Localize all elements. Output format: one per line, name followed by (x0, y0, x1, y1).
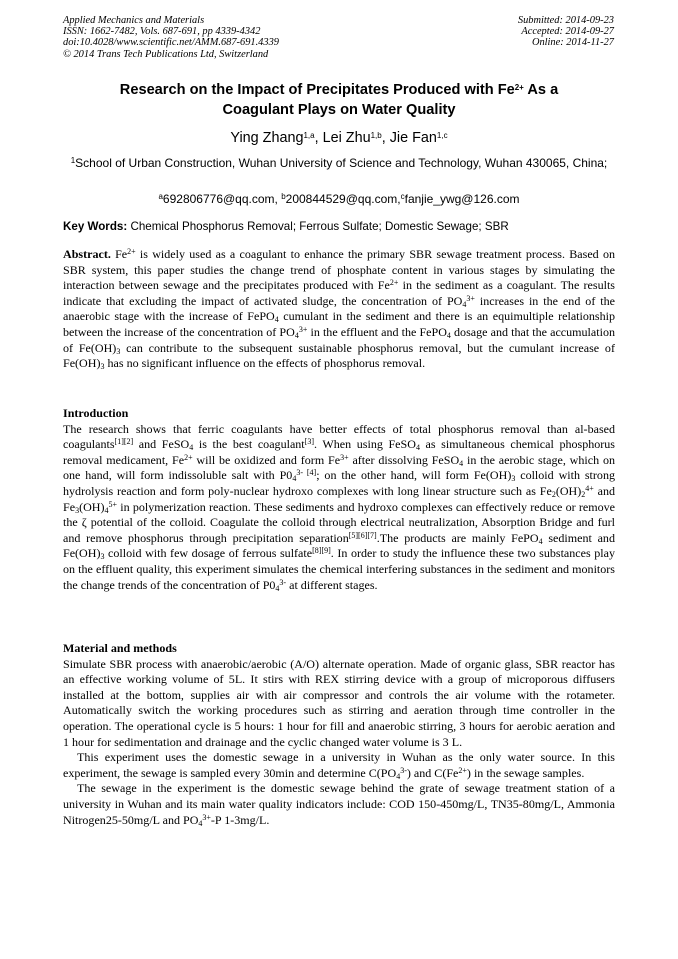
paper-title: Research on the Impact of Precipitates Produced with $Fe^{2+}$ As a Coagulant Plays on Water Quality (119, 82, 559, 118)
author-name: Ying Zhang (230, 130, 304, 146)
email-link[interactable]: 200844529@qq.com (285, 192, 398, 206)
submitted-date: Submitted: 2014-09-23 (517, 15, 614, 26)
author-name: Jie Fan (389, 130, 437, 146)
introduction-heading: Introduction (63, 406, 129, 420)
publication-dates (518, 15, 614, 49)
abstract: Abstract. $Fe^{2+}$ is widely used as a coagulant to enhance the primary SBR sewage treatment process. Based on SBR system, this paper studies the change trend of phosphate content in various stages by simulating the interaction between sewage and the precipitates produced with $Fe^{2+}$ in the sediment as a coagulant. The results indicate that excluding the impact of activated sludge, the concentration of $PO_4^{3+}$ increases in the end of the anaerobic stage with the increase of FePO$_4$ cumulant in the sediment and there is an equimultiple relationship between the increase of the concentration of $PO_4^{3+}$ in the effluent and the FePO$_4$ dosage and that the accumulation of $Fe(OH)_3$ can contribute to the subsequent sustainable phosphorus removal, but the cumulant increase of $Fe(OH)_3$ has no significant influence on the effects of phosphorus removal. (63, 247, 616, 372)
abstract-label: Abstract. (63, 247, 111, 261)
author-emails: $^a$692806776@qq.com, $^b$200844529@qq.com,$^c$fanjie_ywg@126.com (158, 192, 520, 206)
journal-info (63, 15, 279, 60)
affiliation: $^1$School of Urban Construction, Wuhan University of Science and Technology, Wuhan 430065, China; (70, 156, 608, 170)
author-list: Ying Zhang$^{1,a}$, Lei Zhu$^{1,b}$, Jie Fan$^{1,c}$ (230, 130, 448, 146)
issn-line: ISSN: 1662-7482, Vols. 687-691, pp 4339-4342 (63, 26, 261, 38)
doi-line: doi:10.4028/www.scientific.net/AMM.687-691.4339 (63, 37, 279, 49)
introduction-paragraph: The research shows that ferric coagulants have better effects of total phosphorus removal than al-based coagulants[1][2] and FeSO$_4$ is the best coagulant[3]. When using FeSO$_4$ as simultaneous chemical phosphorus removal medicament, $Fe^{2+}$ will be oxidized and form $Fe^{3+}$ after dissolving FeSO$_4$ in the aerobic stage, which on one hand, will form indissoluble salt with $P0_4^{3- [4]}$; on the other hand, will form $Fe(OH)_3$ colloid with strong hydrolysis reaction and form poly-nuclear hydroxo complexes with long linear structure such as $Fe_2(OH)_2^{4+}$ and $Fe_3(OH)_4^{5+}$ in polymerization reaction. These sediments and hydroxo complexes can effectively reduce or remove the ζ potential of the colloid. Coagulate the colloid through electrical neutralization, Absorption Bridge and furl and remove phosphorus through precipitation separation[5][6][7].The products are mainly FePO$_4$ sediment and $Fe(OH)_3$ colloid with few dosage of ferrous sulfate[8][9]. In order to study the influence these two substances play on the effluent quality, this experiment simulates the chemical interfering substances in the sediment and monitors the change trends of the concentration of $P0_4^{3-}$ at different stages. (63, 421, 615, 593)
methods-paragraph: The sewage in the experiment is the domestic sewage behind the grate of sewage treatment station of a university in Wuhan and its main water quality indicators include: COD 150-450mg/L, TN35-80mg/L, Ammonia Nitrogen25-50mg/L and $PO_4^{3+}-P$ 1-3mg/L. (63, 781, 615, 828)
copyright-line: © 2014 Trans Tech Publications Ltd, Switzerland (63, 48, 269, 60)
methods-heading: Material and methods (63, 641, 177, 655)
online-date: Online: 2014-11-27 (531, 37, 614, 49)
accepted-date: Accepted: 2014-09-27 (521, 26, 614, 38)
methods-paragraph: Simulate SBR process with anaerobic/aerobic (A/O) alternate operation. Made of organic glass, SBR reactor has an effective working volume of 5L. It stirs with REX stirring device with a group of microporous diffusers installed at the bottom, supplies air with air compressor and controls the air volume with the rotameter. Automatically switch the working procedures such as stirring and aeration through time controller in the operation. The operational cycle is 5 hours: 1 hour for fill and anaerobic stirring, 3 hours for aerobic aeration and 1 hour for sedimentation and drainage and the cyclic changed water volume is 3 L. (63, 656, 615, 749)
email-link[interactable]: fanjie_ywg@126.com (404, 192, 520, 206)
introduction-section (63, 406, 615, 593)
journal-name: Applied Mechanics and Materials (63, 15, 205, 26)
methods-section (63, 641, 615, 828)
email-link[interactable]: 692806776@qq.com (162, 192, 275, 206)
keywords-text: Chemical Phosphorus Removal; Ferrous Sulfate; Domestic Sewage; SBR (127, 220, 509, 233)
methods-paragraph: This experiment uses the domestic sewage in a university in Wuhan as the only water source. In this experiment, the sewage is sampled every 30min and determine $C(PO_4^{3-})$ and $C(Fe^{2+})$ in the sewage samples. (63, 750, 615, 781)
keywords-label: Key Words: (63, 220, 128, 233)
author-name: Lei Zhu (322, 130, 371, 146)
keywords (63, 219, 615, 235)
